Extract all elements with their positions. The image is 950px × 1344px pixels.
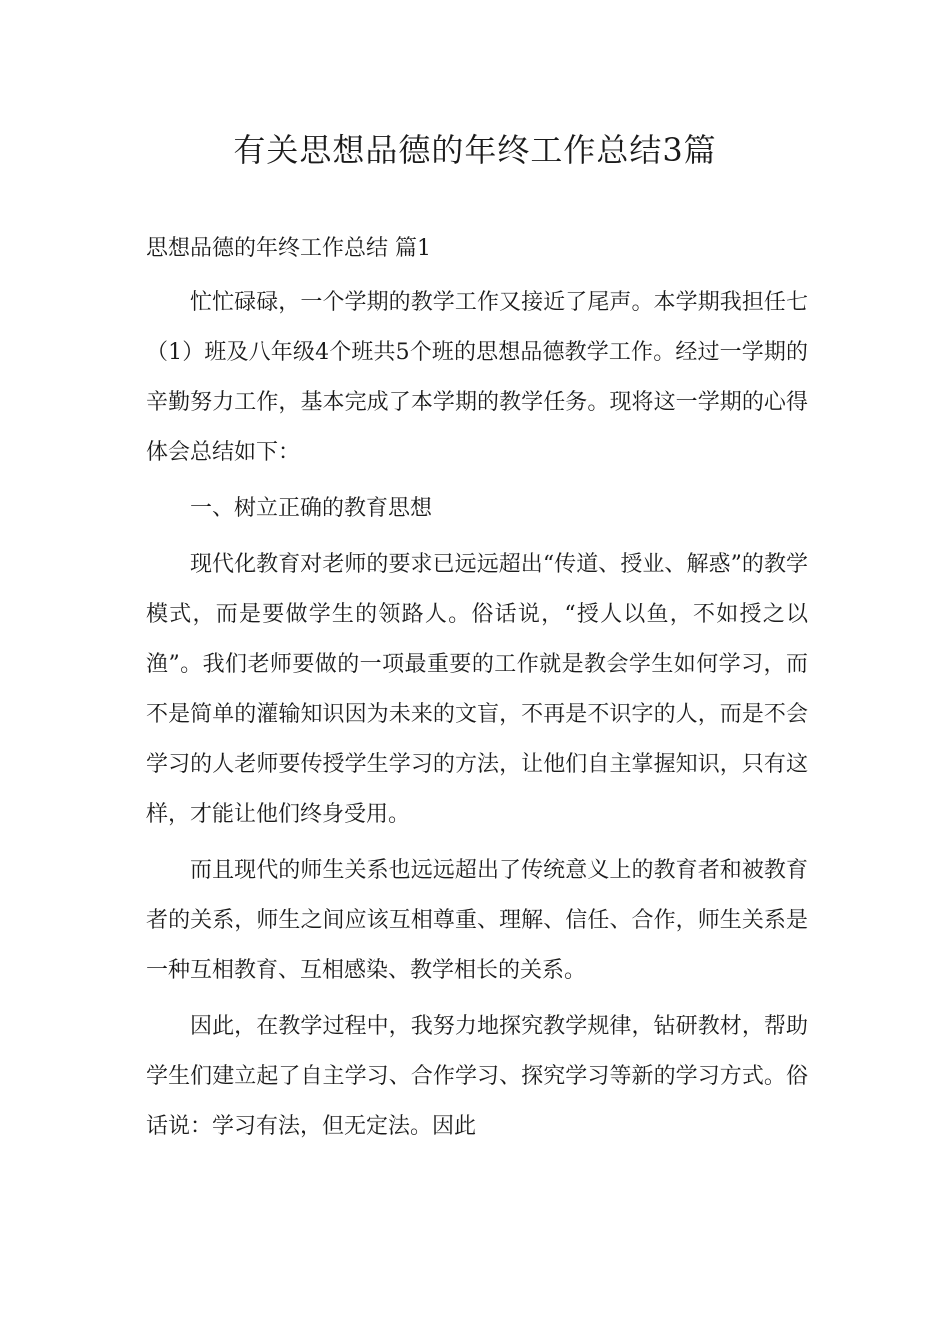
paragraph: 而且现代的师生关系也远远超出了传统意义上的教育者和被教育者的关系，师生之间应该互相尊重、理解、信任、合作，师生关系是一种互相教育、互相感染、教学相长的关系。	[146, 858, 808, 983]
paragraph-intro: 忙忙碌碌，一个学期的教学工作又接近了尾声。本学期我担任七（1）班及八年级4个班共5个班的思想品德教学工作。经过一学期的辛勤努力工作，基本完成了本学期的教学任务。现将这一学期的心得体会总结如下：	[146, 290, 808, 465]
section-title: 思想品德的年终工作总结 篇1	[146, 236, 431, 261]
paragraph: 因此，在教学过程中，我努力地探究教学规律，钻研教材，帮助学生们建立起了自主学习、合作学习、探究学习等新的学习方式。俗话说：学习有法，但无定法。因此	[146, 1014, 808, 1139]
section-heading: 一、树立正确的教育思想	[190, 496, 433, 521]
document-title: 有关思想品德的年终工作总结3篇	[233, 131, 717, 169]
paragraph: 现代化教育对老师的要求已远远超出“传道、授业、解惑”的教学模式，而是要做学生的领路人。俗话说，“授人以鱼，不如授之以渔”。我们老师要做的一项最重要的工作就是教会学生如何学习，而不是简单的灌输知识因为未来的文盲，不再是不识字的人，而是不会学习的人老师要传授学生学习的方法，让他们自主掌握知识，只有这样，才能让他们终身受用。	[146, 552, 808, 827]
document-body	[146, 228, 808, 1158]
